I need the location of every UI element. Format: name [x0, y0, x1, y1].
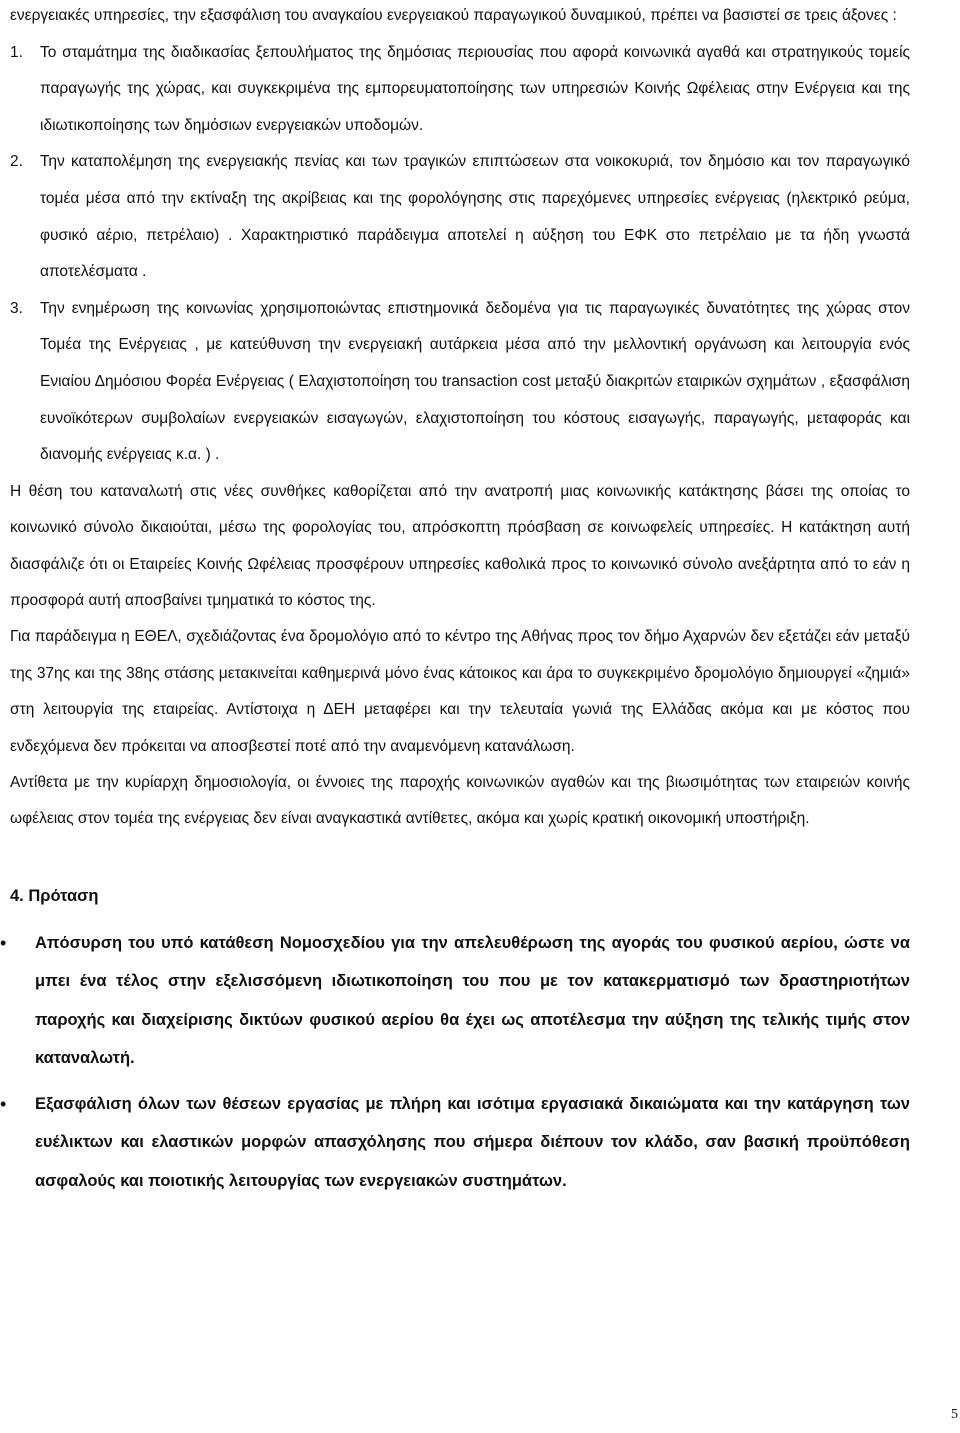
page-number: 5	[951, 1407, 958, 1422]
list-item-number: 3.	[10, 299, 23, 317]
bullet-icon: •	[0, 932, 7, 953]
list-item	[10, 35, 910, 145]
bullet-icon: •	[0, 1093, 7, 1114]
list-item-text: Την ενημέρωση της κοινωνίας χρησιμοποιώντας επιστημονικά δεδομένα για τις παραγωγικές δυνατότητες της χώρας στον Τομέα της Ενέργειας , με κατεύθυνση την ενεργειακή αυτάρκεια μέσα από την μελλοντική οργάνωση και λειτουργία ενός Ενιαίου Δημόσιου Φορέα Ενέργειας ( Ελαχιστοποίηση του transaction cost μεταξύ διακριτών εταιρικών σχημάτων , εξασφάλιση ευνοϊκότερων συμβολαίων ενεργειακών εισαγωγών, ελαχιστοποίηση του κόστους εισαγωγής, παραγωγής, μεταφοράς και διανομής ενέργειας κ.α. ) .	[40, 299, 910, 464]
list-item-number: 1.	[10, 43, 23, 61]
proposal-list	[0, 924, 910, 1201]
example-paragraph: Για παράδειγμα η ΕΘΕΛ, σχεδιάζοντας ένα δρομολόγιο από το κέντρο της Αθήνας προς τον δήμο Αχαρνών δεν εξετάζει εάν μεταξύ της 37ης και της 38ης στάσης μετακινείται καθημερινά μόνο ένας κάτοικος και άρα το συγκεκριμένο δρομολόγιο δημιουργεί «ζημιά» στη λειτουργία της εταιρείας. Αντίστοιχα η ΔΕΗ μεταφέρει και την τελευταία γωνιά της Ελλάδας ακόμα και με κόστος που ενδεχόμενα δεν πρόκειται να αποσβεστεί ποτέ από την αναμενόμενη κατανάλωση.	[10, 628, 910, 755]
axes-list	[10, 35, 910, 474]
intro-paragraph: ενεργειακές υπηρεσίες, την εξασφάλιση του αναγκαίου ενεργειακού παραγωγικού δυναμικού, πρέπει να βασιστεί σε τρεις άξονες :	[10, 7, 897, 24]
list-item-text: Την καταπολέμηση της ενεργειακής πενίας και των τραγικών επιπτώσεων στα νοικοκυριά, τον δημόσιο και τον παραγωγικό τομέα μέσα από την εκτίναξη της ακρίβειας και της φορολόγησης στις παρεχόμενες υπηρεσίες ενέργειας (ηλεκτρικό ρεύμα, φυσικό αέριο, πετρέλαιο) . Χαρακτηριστικό παράδειγμα αποτελεί η αύξηση του ΕΦΚ στο πετρέλαιο με τα ήδη γνωστά αποτελέσματα .	[40, 153, 910, 281]
list-item	[10, 144, 910, 290]
list-item	[0, 1085, 910, 1201]
list-item-text: Απόσυρση του υπό κατάθεση Νομοσχεδίου για την απελευθέρωση της αγοράς του φυσικού αερίου, ώστε να μπει ένα τέλος στην εξελισσόμενη ιδιωτικοποίηση του που με τον κατακερματισμό των δραστηριοτήτων παροχής και διαχείρισης δικτύων φυσικού αερίου θα έχει ως αποτέλεσμα την αύξηση της τελικής τιμής στον καταναλωτή.	[35, 933, 910, 1068]
list-item-text: Το σταμάτημα της διαδικασίας ξεπουλήματος της δημόσιας περιουσίας που αφορά κοινωνικά αγαθά και στρατηγικούς τομείς παραγωγής της χώρας, και συγκεκριμένα της εμπορευματοποίησης των υπηρεσιών Κοινής Ωφέλειας στην Ενέργεια και της ιδιωτικοποίησης των δημόσιων ενεργειακών υποδομών.	[40, 43, 910, 134]
section-heading: 4. Πρόταση	[10, 886, 99, 905]
contrast-paragraph: Αντίθετα με την κυρίαρχη δημοσιολογία, οι έννοιες της παροχής κοινωνικών αγαθών και της βιωσιμότητας των εταιρειών κοινής ωφέλειας στον τομέα της ενέργειας δεν είναι αναγκαστικά αντίθετες, ακόμα και χωρίς κρατική οικονομική υποστήριξη.	[10, 773, 910, 828]
list-item-text: Εξασφάλιση όλων των θέσεων εργασίας με πλήρη και ισότιμα εργασιακά δικαιώματα και την κατάργηση των ευέλικτων και ελαστικών μορφών απασχόλησης που σήμερα διέπουν τον κλάδο, σαν βασική προϋπόθεση ασφαλούς και ποιοτικής λειτουργίας των ενεργειακών συστημάτων.	[35, 1094, 910, 1190]
list-item	[0, 924, 910, 1078]
consumer-paragraph: Η θέση του καταναλωτή στις νέες συνθήκες καθορίζεται από την ανατροπή μιας κοινωνικής κατάκτησης βάσει της οποίας το κοινωνικό σύνολο δικαιούται, μέσω της φορολογίας του, απρόσκοπτη πρόσβαση σε κοινωφελείς υπηρεσίες. Η κατάκτηση αυτή διασφάλιζε ότι οι Εταιρείες Κοινής Ωφέλειας προσφέρουν υπηρεσίες καθολικά προς το κοινωνικό σύνολο ανεξάρτητα από το εάν η προσφορά αυτή αποσβαίνει τμηματικά το κόστος της.	[10, 482, 910, 609]
list-item-number: 2.	[10, 153, 23, 171]
list-item	[10, 291, 910, 474]
